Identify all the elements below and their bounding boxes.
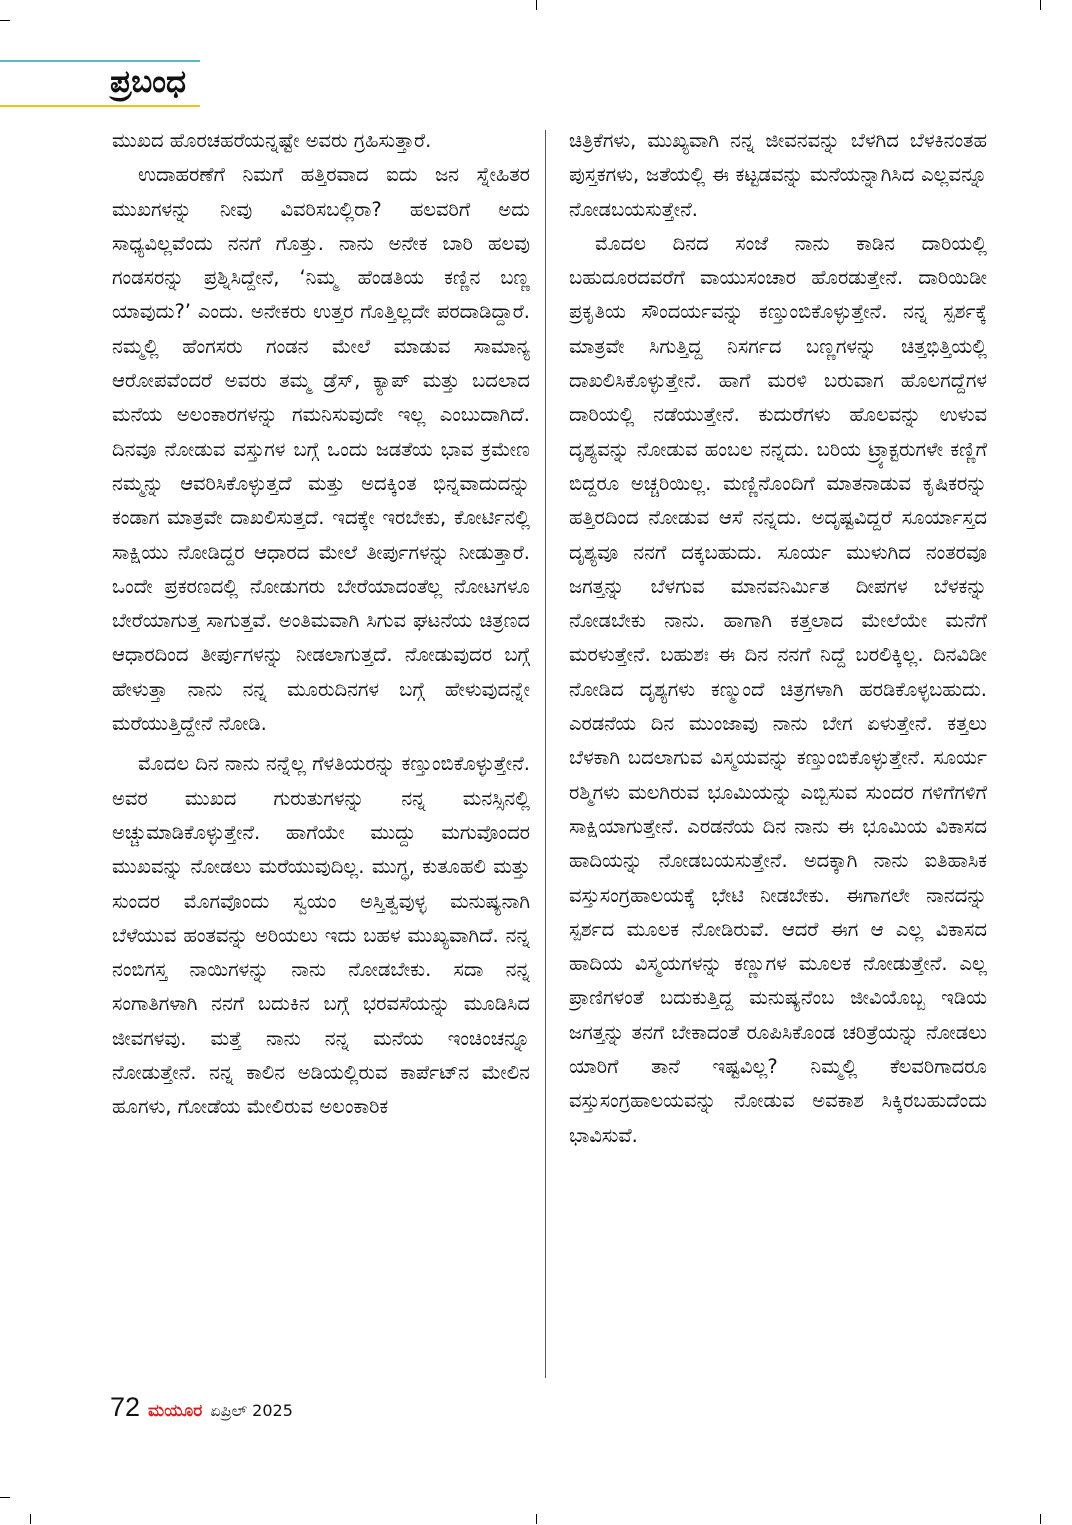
crop-mark-bottom-center xyxy=(536,1514,537,1524)
crop-mark-bottom-left xyxy=(0,1497,10,1498)
column-divider xyxy=(545,130,546,1378)
crop-mark-bottom-right-v xyxy=(1040,1514,1041,1524)
header-accent-line-teal xyxy=(0,60,200,62)
paragraph: ಚಿತ್ರಿಕೆಗಳು, ಮುಖ್ಯವಾಗಿ ನನ್ನ ಜೀವನವನ್ನು ಬೆಳಗಿದ ಬೆಳಕಿನಂತಹ ಪುಸ್ತಕಗಳು, ಜತೆಯಲ್ಲಿ ಈ ಕಟ್ಟಡವನ್ನು ಮನೆಯನ್ನಾಗಿಸಿದ ಎಲ್ಲವನ್ನೂ ನೋಡಬಯಸುತ್ತೇನೆ. xyxy=(569,129,987,221)
page-number: 72 xyxy=(110,1392,141,1422)
paragraph: ಮೊದಲ ದಿನ ನಾನು ನನ್ನೆಲ್ಲ ಗೆಳತಿಯರನ್ನು ಕಣ್ತುಂಬಿಕೊಳ್ಳುತ್ತೇನೆ. ಅವರ ಮುಖದ ಗುರುತುಗಳನ್ನು ನನ್ನ ಮನಸ್ಸಿನಲ್ಲಿ ಅಚ್ಚುಮಾಡಿಕೊಳ್ಳುತ್ತೇನೆ. ಹಾಗೆಯೇ ಮುದ್ದು ಮಗುವೊಂದರ ಮುಖವನ್ನು ನೋಡಲು ಮರೆಯುವುದಿಲ್ಲ. ಮುಗ್ಧ, ಕುತೂಹಲಿ ಮತ್ತು ಸುಂದರ ಮೊಗವೊಂದು ಸ್ವಯಂ ಅಸ್ತಿತ್ವವುಳ್ಳ ಮನುಷ್ಯನಾಗಿ ಬೆಳೆಯುವ ಹಂತವನ್ನು ಅರಿಯಲು ಇದು ಬಹಳ ಮುಖ್ಯವಾಗಿದೆ. ನನ್ನ ನಂಬಿಗಸ್ತ ನಾಯಿಗಳನ್ನು ನಾನು ನೋಡಬೇಕು. ಸದಾ ನನ್ನ ಸಂಗಾತಿಗಳಾಗಿ ನನಗೆ ಬದುಕಿನ ಬಗ್ಗೆ ಭರವಸೆಯನ್ನು ಮೂಡಿಸಿದ ಜೀವಗಳವು. ಮತ್ತೆ ನಾನು ನನ್ನ ಮನೆಯ ಇಂಚಿಂಚನ್ನೂ ನೋಡುತ್ತೇನೆ. ನನ್ನ ಕಾಲಿನ ಅಡಿಯಲ್ಲಿರುವ ಕಾರ್ಪೆಟ್‌ನ ಮೇಲಿನ ಹೂಗಳು, ಗೋಡೆಯ ಮೇಲಿರುವ ಅಲಂಕಾರಿಕ xyxy=(112,752,530,1119)
crop-mark-top-right xyxy=(1040,0,1041,10)
paragraph: ಮುಖದ ಹೊರಚಹರೆಯನ್ನಷ್ಟೇ ಅವರು ಗ್ರಹಿಸುತ್ತಾರೆ. xyxy=(112,129,432,152)
issue-date: ಏಪ್ರಿಲ್ 2025 xyxy=(210,1401,293,1420)
paragraph: ಮೊದಲ ದಿನದ ಸಂಜೆ ನಾನು ಕಾಡಿನ ದಾರಿಯಲ್ಲಿ ಬಹುದೂರದವರೆಗೆ ವಾಯುಸಂಚಾರ ಹೊರಡುತ್ತೇನೆ. ದಾರಿಯಿಡೀ ಪ್ರಕೃತಿಯ ಸೌಂದರ್ಯವನ್ನು ಕಣ್ತುಂಬಿಕೊಳ್ಳುತ್ತೇನೆ. ನನ್ನ ಸ್ಪರ್ಶಕ್ಕೆ ಮಾತ್ರವೇ ಸಿಗುತ್ತಿದ್ದ ನಿಸರ್ಗದ ಬಣ್ಣಗಳನ್ನು ಚಿತ್ತಭಿತ್ತಿಯಲ್ಲಿ ದಾಖಲಿಸಿಕೊಳ್ಳುತ್ತೇನೆ. ಹಾಗೆ ಮರಳಿ ಬರುವಾಗ ಹೊಲಗದ್ದೆಗಳ ದಾರಿಯಲ್ಲಿ ನಡೆಯುತ್ತೇನೆ. ಕುದುರೆಗಳು ಹೊಲವನ್ನು ಉಳುವ ದೃಶ್ಯವನ್ನು ನೋಡುವ ಹಂಬಲ ನನ್ನದು. ಬರಿಯ ಟ್ರ್ಯಾಕ್ಟರುಗಳೇ ಕಣ್ಣಿಗೆ ಬಿದ್ದರೂ ಅಚ್ಚರಿಯಿಲ್ಲ. ಮಣ್ಣಿನೊಂದಿಗೆ ಮಾತನಾಡುವ ಕೃಷಿಕರನ್ನು ಹತ್ತಿರದಿಂದ ನೋಡುವ ಆಸೆ ನನ್ನದು. ಅದೃಷ್ಟವಿದ್ದರೆ ಸೂರ್ಯಾಸ್ತದ ದೃಶ್ಯವೂ ನನಗೆ ದಕ್ಕಬಹುದು. ಸೂರ್ಯ ಮುಳುಗಿದ ನಂತರವೂ ಜಗತ್ತನ್ನು ಬೆಳಗುವ ಮಾನವನಿರ್ಮಿತ ದೀಪಗಳ ಬೆಳಕನ್ನು ನೋಡಬೇಕು ನಾನು. ಹಾಗಾಗಿ ಕತ್ತಲಾದ ಮೇಲೆಯೇ ಮನೆಗೆ ಮರಳುತ್ತೇನೆ. ಬಹುಶಃ ಈ ದಿನ ನನಗೆ ನಿದ್ದೆ ಬರಲಿಕ್ಕಿಲ್ಲ. ದಿನವಿಡೀ ನೋಡಿದ ದೃಶ್ಯಗಳು ಕಣ್ಮುಂದೆ ಚಿತ್ರಗಳಾಗಿ ಹರಡಿಕೊಳ್ಳಬಹುದು. ಎರಡನೆಯ ದಿನ ಮುಂಜಾವು ನಾನು ಬೇಗ ಏಳುತ್ತೇನೆ. ಕತ್ತಲು ಬೆಳಕಾಗಿ ಬದಲಾಗುವ ವಿಸ್ಮಯವನ್ನು ಕಣ್ತುಂಬಿಕೊಳ್ಳುತ್ತೇನೆ. ಸೂರ್ಯ ರಶ್ಮಿಗಳು ಮಲಗಿರುವ ಭೂಮಿಯನ್ನು ಎಬ್ಬಿಸುವ ಸುಂದರ ಗಳಿಗೆಗಳಿಗೆ ಸಾಕ್ಷಿಯಾಗುತ್ತೇನೆ. ಎರಡನೆಯ ದಿನ ನಾನು ಈ ಭೂಮಿಯ ವಿಕಾಸದ ಹಾದಿಯನ್ನು ನೋಡಬಯಸುತ್ತೇನೆ. ಅದಕ್ಕಾಗಿ ನಾನು ಐತಿಹಾಸಿಕ ವಸ್ತುಸಂಗ್ರಹಾಲಯಕ್ಕೆ ಭೇಟಿ ನೀಡಬೇಕು. ಈಗಾಗಲೇ ನಾನದನ್ನು ಸ್ಪರ್ಶದ ಮೂಲಕ ನೋಡಿರುವೆ. ಆದರೆ ಈಗ ಆ ಎಲ್ಲ ವಿಕಾಸದ ಹಾದಿಯ ವಿಸ್ಮಯಗಳನ್ನು ಕಣ್ಣುಗಳ ಮೂಲಕ ನೋಡುತ್ತೇನೆ. ಎಲ್ಲ ಪ್ರಾಣಿಗಳಂತೆ ಬದುಕುತ್ತಿದ್ದ ಮನುಷ್ಯನೆಂಬ ಜೀವಿಯೊಬ್ಬ ಇಡಿಯ ಜಗತ್ತನ್ನು ತನಗೆ ಬೇಕಾದಂತೆ ರೂಪಿಸಿಕೊಂಡ ಚರಿತ್ರೆಯನ್ನು ನೋಡಲು ಯಾರಿಗೆ ತಾನೆ ಇಷ್ಟವಿಲ್ಲ? ನಿಮ್ಮಲ್ಲಿ ಕೆಲವರಿಗಾದರೂ ವಸ್ತುಸಂಗ್ರಹಾಲಯವನ್ನು ನೋಡುವ ಅವಕಾಶ ಸಿಕ್ಕಿರಬಹುದೆಂದು ಭಾವಿಸುವೆ. xyxy=(569,231,987,1147)
paragraph: ಉದಾಹರಣೆಗೆ ನಿಮಗೆ ಹತ್ತಿರವಾದ ಐದು ಜನ ಸ್ನೇಹಿತರ ಮುಖಗಳನ್ನು ನೀವು ವಿವರಿಸಬಲ್ಲಿರಾ? ಹಲವರಿಗೆ ಅದು ಸಾಧ್ಯವಿಲ್ಲವೆಂದು ನನಗೆ ಗೊತ್ತು. ನಾನು ಅನೇಕ ಬಾರಿ ಹಲವು ಗಂಡಸರನ್ನು ಪ್ರಶ್ನಿಸಿದ್ದೇನೆ, ‘ನಿಮ್ಮ ಹೆಂಡತಿಯ ಕಣ್ಣಿನ ಬಣ್ಣ ಯಾವುದು?’ ಎಂದು. ಅನೇಕರು ಉತ್ತರ ಗೊತ್ತಿಲ್ಲದೇ ಪರದಾಡಿದ್ದಾರೆ. ನಮ್ಮಲ್ಲಿ ಹೆಂಗಸರು ಗಂಡನ ಮೇಲೆ ಮಾಡುವ ಸಾಮಾನ್ಯ ಆರೋಪವೆಂದರೆ ಅವರು ತಮ್ಮ ಡ್ರೆಸ್, ಕ್ಯಾಪ್ ಮತ್ತು ಬದಲಾದ ಮನೆಯ ಅಲಂಕಾರಗಳನ್ನು ಗಮನಿಸುವುದೇ ಇಲ್ಲ ಎಂಬುದಾಗಿದೆ. ದಿನವೂ ನೋಡುವ ವಸ್ತುಗಳ ಬಗ್ಗೆ ಒಂದು ಜಡತೆಯ ಭಾವ ಕ್ರಮೇಣ ನಮ್ಮನ್ನು ಆವರಿಸಿಕೊಳ್ಳುತ್ತದೆ ಮತ್ತು ಅದಕ್ಕಿಂತ ಭಿನ್ನವಾದುದನ್ನು ಕಂಡಾಗ ಮಾತ್ರವೇ ದಾಖಲಿಸುತ್ತದೆ. ಇದಕ್ಕೇ ಇರಬೇಕು, ಕೋರ್ಟಿನಲ್ಲಿ ಸಾಕ್ಷಿಯು ನೋಡಿದ್ದರ ಆಧಾರದ ಮೇಲೆ ತೀರ್ಪುಗಳನ್ನು ನೀಡುತ್ತಾರೆ. ಒಂದೇ ಪ್ರಕರಣದಲ್ಲಿ ನೋಡುಗರು ಬೇರೆಯಾದಂತೆಲ್ಲ ನೋಟಗಳೂ ಬೇರೆಯಾಗುತ್ತ ಸಾಗುತ್ತವೆ. ಅಂತಿಮವಾಗಿ ಸಿಗುವ ಘಟನೆಯ ಚಿತ್ರಣದ ಆಧಾರದಿಂದ ತೀರ್ಪುಗಳನ್ನು ನೀಡಲಾಗುತ್ತದೆ. ನೋಡುವುದರ ಬಗ್ಗೆ ಹೇಳುತ್ತಾ ನಾನು ನನ್ನ ಮೂರುದಿನಗಳ ಬಗ್ಗೆ ಹೇಳುವುದನ್ನೇ ಮರೆಯುತ್ತಿದ್ದೇನೆ ನೋಡಿ. xyxy=(112,163,530,736)
header-accent-line-yellow xyxy=(0,105,200,107)
page-footer xyxy=(110,1392,293,1432)
section-title: ಪ್ರಬಂಧ xyxy=(110,64,186,100)
crop-mark-top-center xyxy=(536,0,537,10)
magazine-logo: ಮಯೂರ xyxy=(148,1401,203,1421)
crop-mark-top-left xyxy=(0,20,10,21)
article-column-left xyxy=(112,124,530,1379)
article-column-right xyxy=(569,124,987,1379)
crop-mark-bottom-left-v xyxy=(30,1514,31,1524)
